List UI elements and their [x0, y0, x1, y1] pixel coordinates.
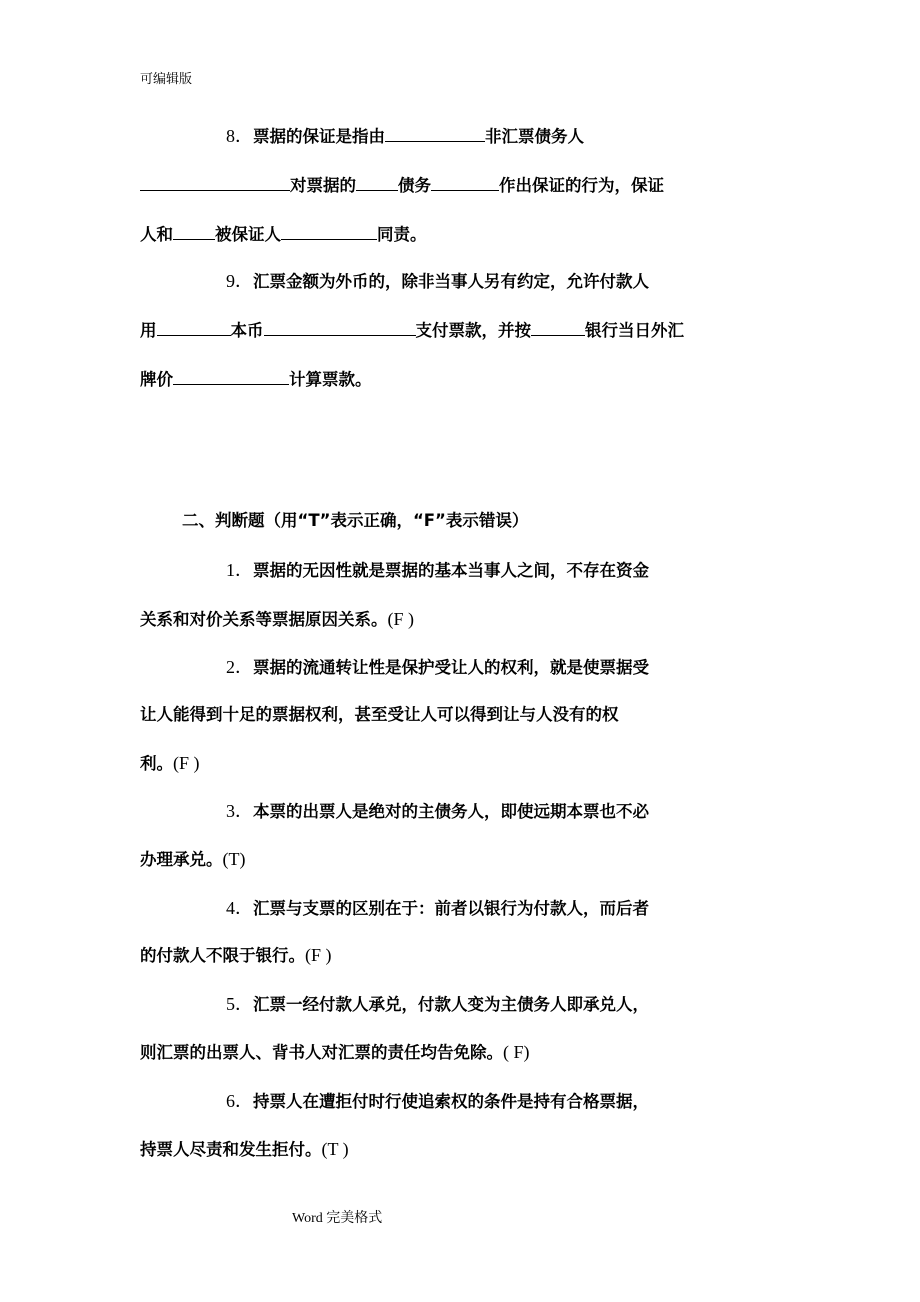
q8-line-3: [140, 222, 427, 246]
judge-4-answer: (F ): [305, 945, 332, 965]
blank-line: [173, 222, 215, 240]
blank-line: [531, 318, 585, 336]
judge-5-line-2: [140, 1040, 530, 1064]
q9-text-2: 用: [140, 321, 157, 340]
q8-text-5: 作出保证的行为，保证: [499, 176, 664, 195]
q9-line-3: [140, 367, 372, 391]
judge-4-text-1: 汇票与支票的区别在于：前者以银行为付款人，而后者: [253, 899, 649, 918]
judge-1-line-1: [226, 558, 649, 582]
judge-6-answer: (T ): [321, 1139, 349, 1159]
blank-line: [356, 173, 398, 191]
q8-text-8: 同责。: [377, 225, 427, 244]
judge-2-text-2: 让人能得到十足的票据权利，甚至受让人可以得到让与人没有的权: [140, 705, 619, 724]
q8-text-1: 票据的保证是指由: [253, 127, 385, 146]
judge-2-text-1: 票据的流通转让性是保护受让人的权利，就是使票据受: [253, 658, 649, 677]
blank-line: [264, 318, 416, 336]
judge-2-line-3: [140, 751, 200, 775]
judge-3-text-2: 办理承兑。: [140, 850, 223, 869]
judge-1-text-2: 关系和对价关系等票据原因关系。: [140, 610, 388, 629]
judge-2-text-3: 利。: [140, 754, 173, 773]
judge-3-text-1: 本票的出票人是绝对的主债务人，即使远期本票也不必: [253, 802, 649, 821]
judge-2-line-1: [226, 655, 649, 679]
judge-1-answer: (F ): [387, 609, 414, 629]
blank-line: [140, 173, 290, 191]
judge-4-number: 4．: [226, 898, 253, 918]
q9-text-7: 计算票款。: [289, 370, 372, 389]
judge-3-line-1: [226, 799, 649, 823]
q9-line-1: [226, 269, 649, 293]
page-header-label: 可编辑版: [140, 72, 193, 87]
judge-2-number: 2．: [226, 657, 253, 677]
q8-text-7: 被保证人: [215, 225, 281, 244]
q8-line-1: [226, 124, 584, 148]
q9-text-4: 支付票款，并按: [415, 321, 531, 340]
q9-text-1: 汇票金额为外币的，除非当事人另有约定，允许付款人: [253, 272, 649, 291]
judge-1-number: 1．: [226, 560, 253, 580]
blank-line: [173, 367, 289, 385]
q9-text-3: 本币: [230, 321, 264, 340]
judge-5-line-1: [226, 992, 649, 1016]
judge-2-answer: (F ): [173, 753, 200, 773]
q8-number: 8．: [226, 126, 253, 146]
judge-6-line-2: [140, 1137, 349, 1161]
judge-1-line-2: [140, 607, 414, 631]
q8-text-4: 债务: [398, 176, 431, 195]
judge-5-answer: ( F): [503, 1042, 530, 1062]
page-footer-label: Word 完美格式: [292, 1211, 383, 1226]
judge-4-text-2: 的付款人不限于银行。: [140, 946, 305, 965]
judge-4-line-2: [140, 943, 332, 967]
blank-line: [385, 124, 485, 142]
blank-line: [157, 318, 231, 336]
q8-text-2: 非汇票债务人: [485, 127, 584, 146]
section-2-title: 二、判断题（用“T”表示正确，“F”表示错误）: [182, 511, 529, 530]
q8-line-2: [140, 173, 664, 197]
q9-text-6: 牌价: [140, 370, 173, 389]
judge-1-text-1: 票据的无因性就是票据的基本当事人之间，不存在资金: [253, 561, 649, 580]
judge-3-answer: (T): [222, 849, 246, 869]
blank-line: [281, 222, 377, 240]
judge-5-text-2: 则汇票的出票人、背书人对汇票的责任均告免除。: [140, 1043, 503, 1062]
judge-6-text-1: 持票人在遭拒付时行使追索权的条件是持有合格票据，: [253, 1092, 649, 1111]
judge-5-number: 5．: [226, 994, 253, 1014]
blank-line: [431, 173, 499, 191]
judge-4-line-1: [226, 896, 649, 920]
judge-6-number: 6．: [226, 1091, 253, 1111]
q9-line-2: [140, 318, 684, 342]
judge-2-line-2: [140, 703, 619, 727]
q8-text-6: 人和: [140, 225, 173, 244]
judge-3-line-2: [140, 847, 245, 871]
judge-6-text-2: 持票人尽责和发生拒付。: [140, 1140, 322, 1159]
judge-6-line-1: [226, 1089, 649, 1113]
judge-3-number: 3．: [226, 801, 253, 821]
judge-5-text-1: 汇票一经付款人承兑，付款人变为主债务人即承兑人，: [253, 995, 649, 1014]
q9-text-5: 银行当日外汇: [585, 321, 684, 340]
q9-number: 9．: [226, 271, 253, 291]
q8-text-3: 对票据的: [290, 176, 356, 195]
